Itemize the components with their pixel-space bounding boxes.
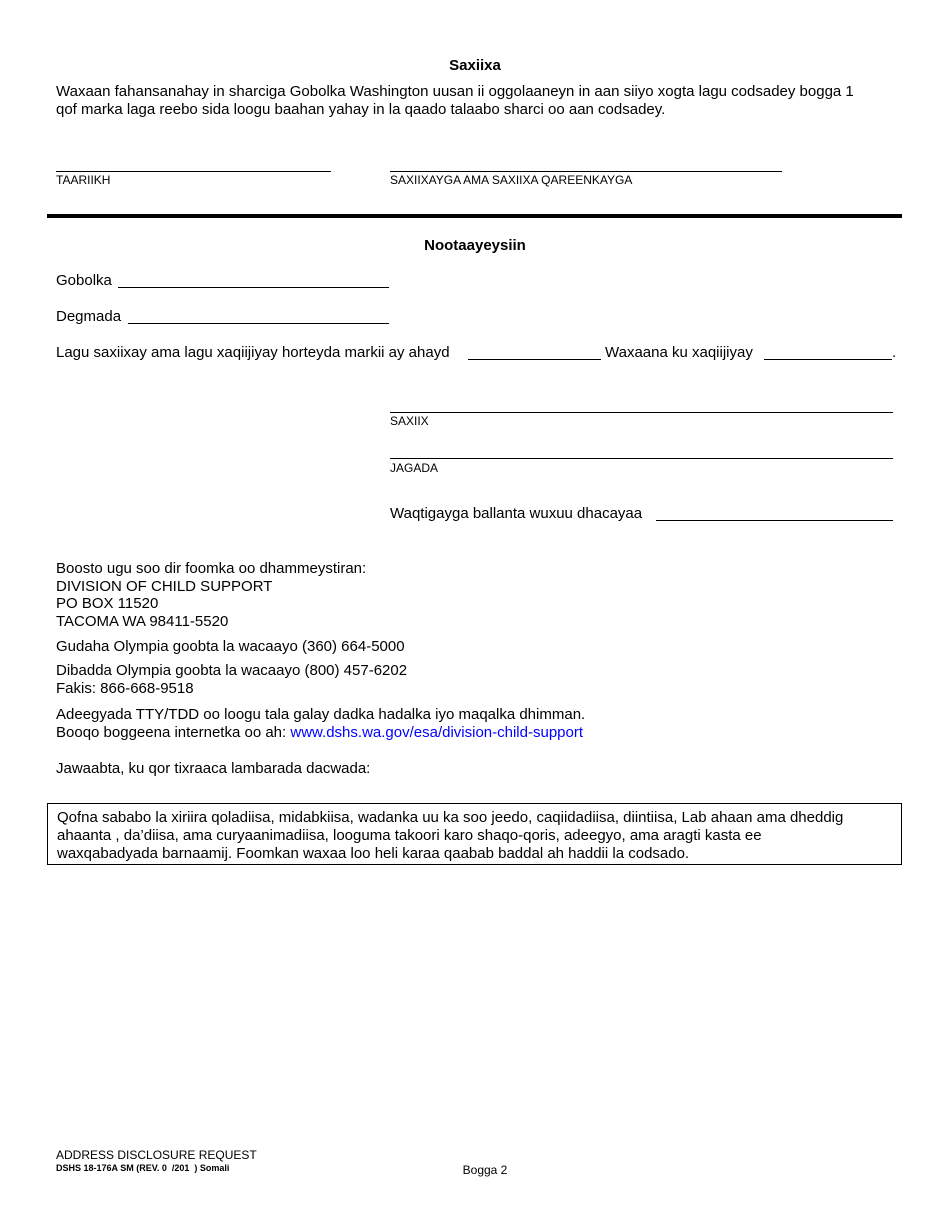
signature-label: SAXIIXAYGA AMA SAXIIXA QAREENKAYGA (390, 173, 633, 187)
verified-by-field[interactable] (764, 359, 892, 360)
web-line (56, 724, 583, 742)
case-number-prompt: Jawaabta, ku qor tixraaca lambarada dacwada: (56, 760, 371, 777)
tty-text: Adeegyada TTY/TDD oo loogu tala galay dadka hadalka iyo maqalka dhimman. (56, 706, 586, 723)
mail-city: TACOMA WA 98411-5520 (56, 613, 229, 630)
signature-statement-line1: Waxaan fahansanahay in sharciga Gobolka Washington uusan ii oggolaaneyn in aan siiyo xogta lagu codsadey bogga 1 (56, 83, 854, 100)
notice-line3: waxqabadyada barnaamij. Foomkan waxaa loo heli karaa qaabab baddal ah haddii la codsado. (57, 845, 690, 862)
notice-line1: Qofna sababo la xiriira qoladiisa, midabkiisa, wadanka uu ka soo jeedo, caqiidadiisa, diintiisa, Lab ahaan ama dheddig (57, 809, 844, 826)
date-line[interactable] (56, 171, 331, 172)
footer-form-id: DSHS 18-176A SM (REV. 0 /201 ) Somali (56, 1163, 230, 1173)
website-link[interactable]: www.dshs.wa.gov/esa/division-child-support (290, 724, 584, 741)
notary-signature-line[interactable] (390, 412, 893, 413)
section-divider (47, 214, 902, 218)
commission-field[interactable] (656, 520, 893, 521)
state-field[interactable] (118, 287, 389, 288)
notary-title-line[interactable] (390, 458, 893, 459)
date-label: TAARIIKH (56, 173, 111, 187)
signature-heading: Saxiixa (449, 57, 501, 74)
notary-heading: Nootaayeysiin (424, 237, 526, 254)
footer-form-title: ADDRESS DISCLOSURE REQUEST (56, 1148, 257, 1162)
web-prefix: Booqo boggeena internetka oo ah: (56, 724, 291, 741)
signature-line[interactable] (390, 171, 782, 172)
county-label: Degmada (56, 308, 122, 325)
mail-org: DIVISION OF CHILD SUPPORT (56, 578, 273, 595)
page-number: Bogga 2 (462, 1163, 508, 1177)
phone-outside-olympia: Dibadda Olympia goobta la wacaayo (800) 457-6202 (56, 662, 408, 679)
sworn-text: Lagu saxiixay ama lagu xaqiijiyay horteyda markii ay ahayd (56, 344, 450, 361)
nondiscrimination-notice (47, 803, 902, 865)
notary-title-label: JAGADA (390, 461, 439, 475)
county-field[interactable] (128, 323, 389, 324)
verified-label: Waxaana ku xaqiijiyay (605, 344, 753, 361)
commission-label: Waqtigayga ballanta wuxuu dhacayaa (390, 505, 643, 522)
phone-inside-olympia: Gudaha Olympia goobta la wacaayo (360) 664-5000 (56, 638, 405, 655)
sworn-date-field[interactable] (468, 359, 601, 360)
state-label: Gobolka (56, 272, 112, 289)
mail-po-box: PO BOX 11520 (56, 595, 159, 612)
fax-number: Fakis: 866-668-9518 (56, 680, 194, 697)
notary-signature-label: SAXIIX (390, 414, 429, 428)
signature-statement-line2: qof marka laga reebo sida loogu baahan yahay in la qaado talaabo sharci oo aan codsadey. (56, 101, 666, 118)
mail-intro: Boosto ugu soo dir foomka oo dhammeystiran: (56, 560, 367, 577)
sentence-period: . (892, 344, 897, 361)
notice-line2: ahaanta , da’diisa, ama curyaanimadiisa, looguma takoori karo shaqo-qoris, adeegyo, ama aragti kasta ee (57, 827, 762, 844)
